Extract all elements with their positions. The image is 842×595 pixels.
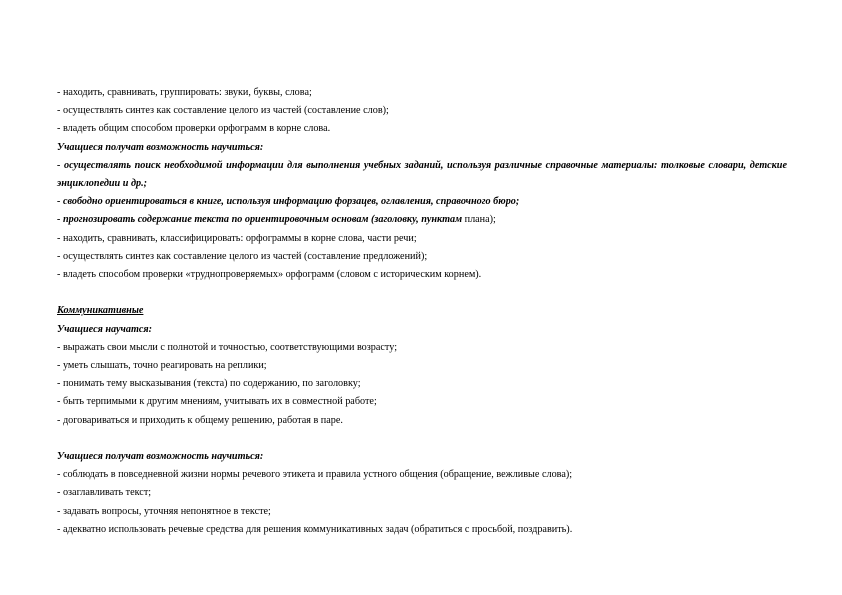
list-item: - озаглавливать текст; [57,487,152,499]
list-item: - осуществлять синтез как составление целого из частей (составление предложений); [57,250,428,262]
spacer [57,430,787,448]
learn-heading: Учащиеся научатся: [57,323,153,335]
list-item [57,211,787,229]
section-title: Коммуникативные [57,305,144,317]
list-item: - адекватно использовать речевые средства для решения коммуникативных задач (обратиться с просьбой, поздравить). [57,523,573,535]
list-item: - находить, сравнивать, группировать: звуки, буквы, слова; [57,87,312,98]
page-content [57,84,787,539]
list-item-italic-part: - прогнозировать содержание текста по ориентировочным основам (заголовку, пунктам [57,214,463,226]
list-item: - уметь слышать, точно реагировать на реплики; [57,360,267,372]
list-item: - выражать свои мысли с полнотой и точностью, соответствующими возрасту; [57,341,398,353]
list-item: - соблюдать в повседневной жизни нормы речевого этикета и правила устного общения (обращение, вежливые слова); [57,469,573,481]
opportunity-heading: Учащиеся получат возможность научиться: [57,451,264,463]
list-item: - быть терпимыми к другим мнениям, учитывать их в совместной работе; [57,396,377,408]
spacer [57,284,787,302]
list-item: - осуществлять поиск необходимой информации для выполнения учебных заданий, используя различные справочные материалы: толковые словари, детские энциклопедии и др.; [57,159,787,190]
list-item: - владеть способом проверки «труднопроверяемых» орфограмм (словом с историческим корнем). [57,269,482,281]
list-item: - свободно ориентироваться в книге, используя информацию форзацев, оглавления, справочного бюро; [57,196,520,208]
list-item: - понимать тему высказывания (текста) по содержанию, по заголовку; [57,378,361,390]
list-item: - осуществлять синтез как составление целого из частей (составление слов); [57,105,389,117]
list-item: - договариваться и приходить к общему решению, работая в паре. [57,414,343,426]
list-item: - владеть общим способом проверки орфограмм в корне слова. [57,123,331,135]
list-item: - задавать вопросы, уточняя непонятное в тексте; [57,505,271,517]
list-item-rest: плана); [462,214,496,226]
opportunity-heading: Учащиеся получат возможность научиться: [57,141,264,153]
list-item: - находить, сравнивать, классифицировать: орфограммы в корне слова, части речи; [57,232,417,244]
